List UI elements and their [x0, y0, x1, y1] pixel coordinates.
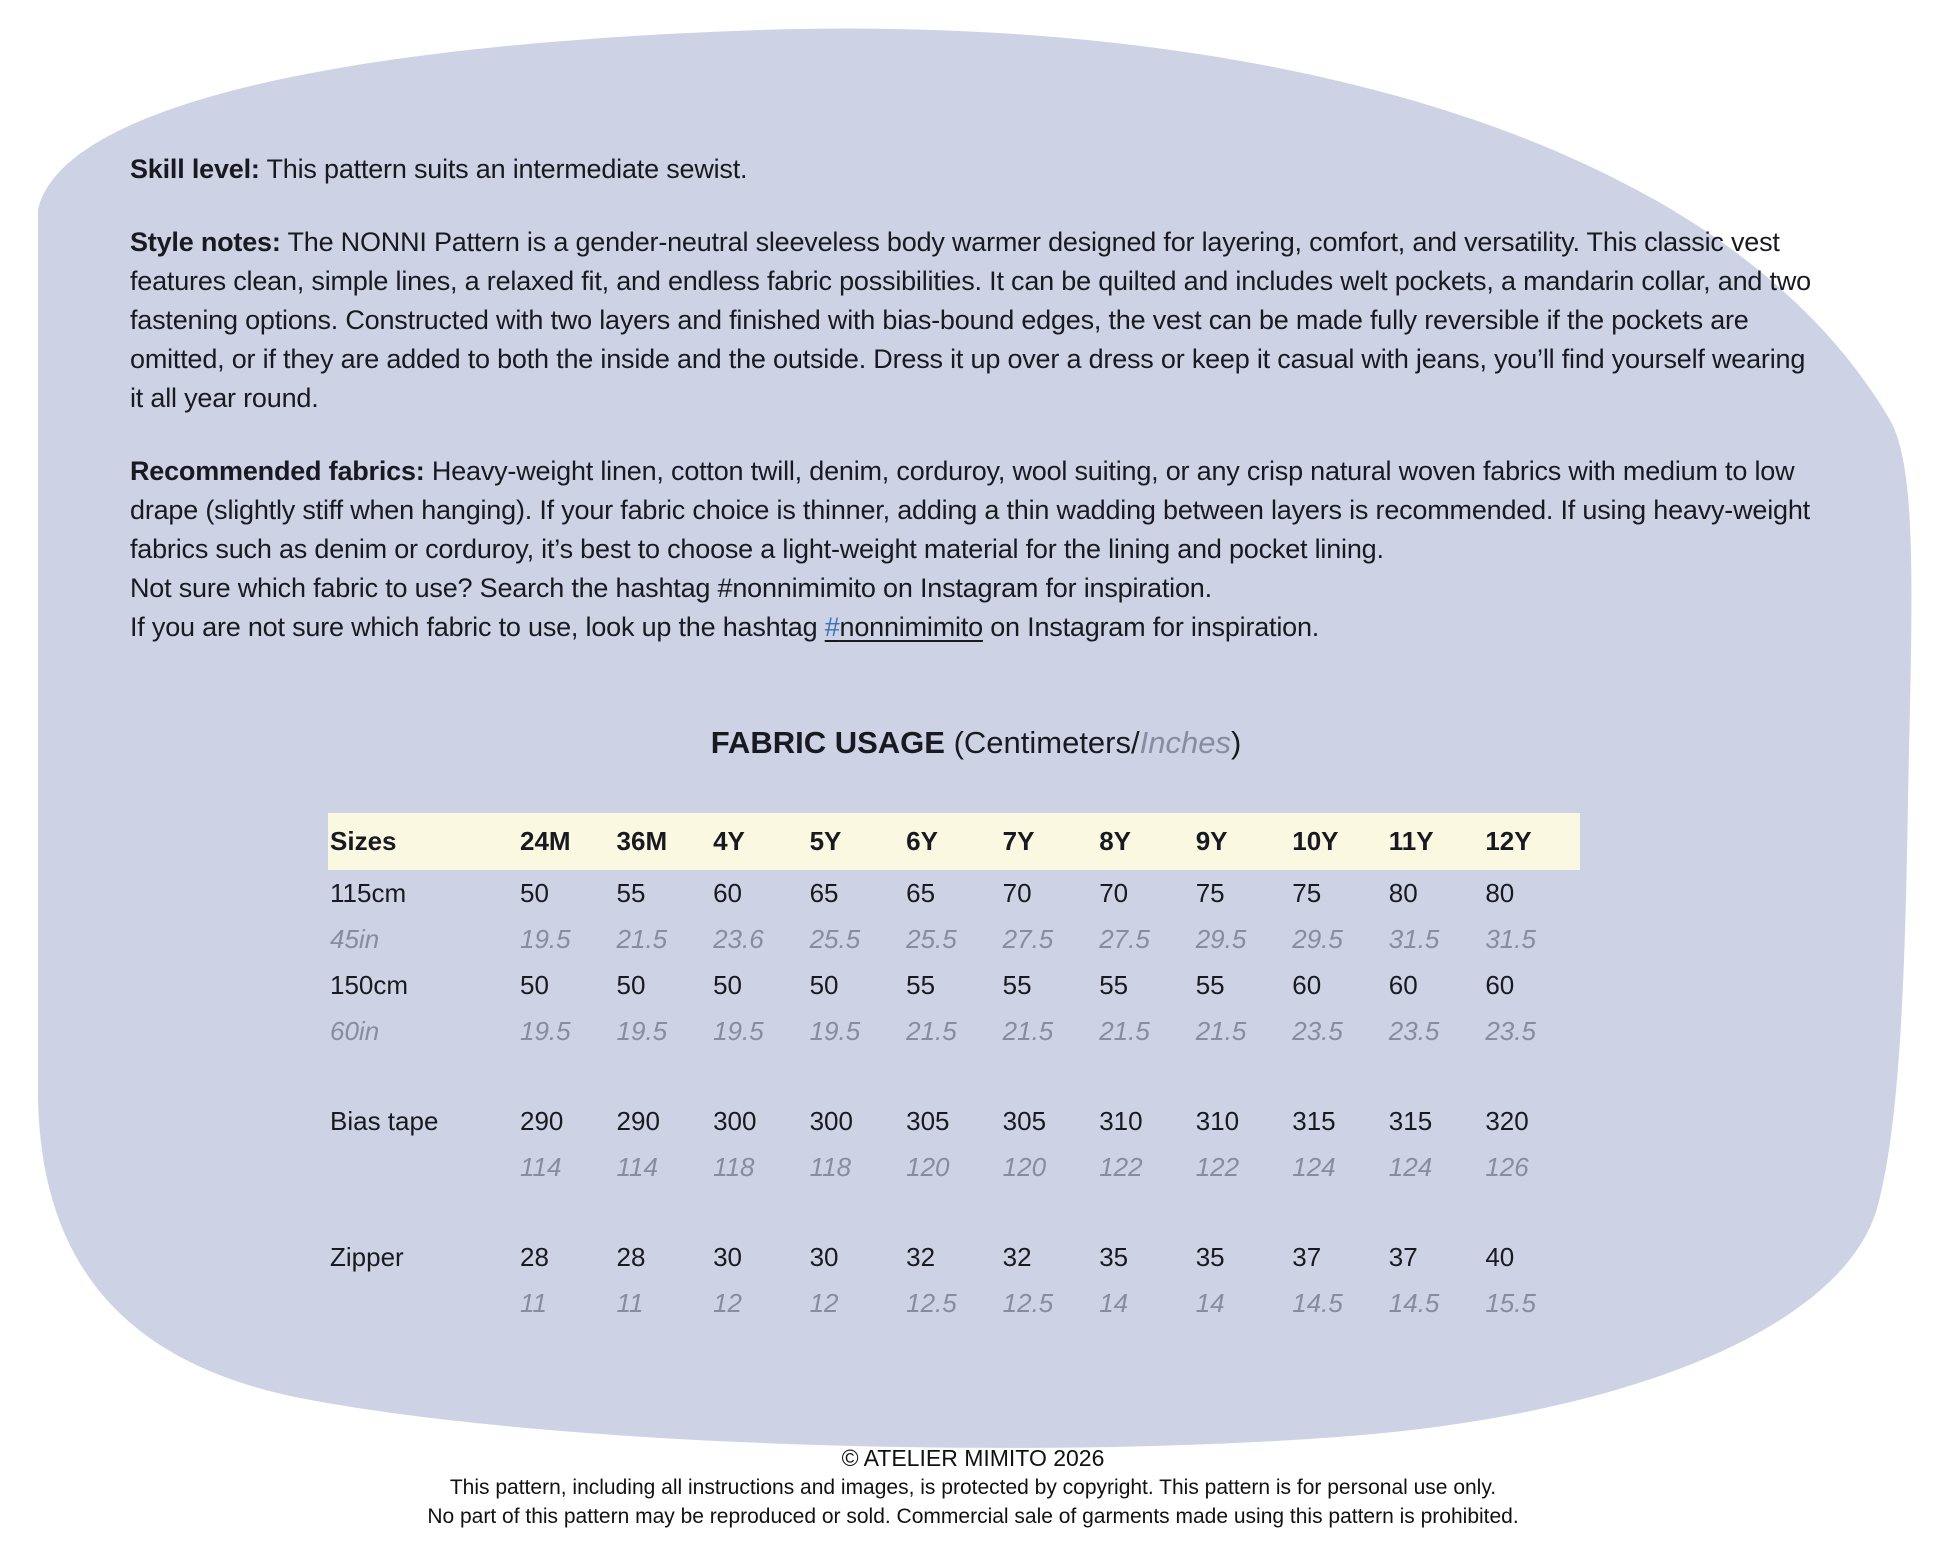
cell-value: 27.5	[1099, 923, 1150, 954]
cell-value: 122	[1099, 1151, 1143, 1182]
table-row	[328, 1008, 1580, 1054]
cell-value: 23.6	[713, 923, 764, 954]
cell-value: 75	[1195, 877, 1225, 908]
cell-value: 12	[809, 1287, 839, 1318]
table-row	[328, 1098, 1580, 1144]
footer-notice-line-2: No part of this pattern may be reproduced or sold. Commercial sale of garments made using this pattern is prohibited.	[427, 1505, 1519, 1528]
cell-value: 21.5	[1099, 1015, 1150, 1046]
footer-notice-line-1: This pattern, including all instructions and images, is protected by copyright. This pattern is for personal use only.	[449, 1476, 1497, 1499]
cell-value: 35	[1195, 1241, 1225, 1272]
table-row	[328, 1280, 1580, 1326]
cell-value: 60	[1292, 969, 1322, 1000]
cell-value: 80	[1485, 877, 1515, 908]
table-row	[328, 916, 1580, 962]
cell-value: 122	[1195, 1151, 1240, 1182]
cell-value: 11	[616, 1287, 644, 1318]
cell-value: 114	[616, 1151, 658, 1182]
cell-value: 32	[906, 1241, 936, 1272]
cell-value: 120	[906, 1151, 950, 1182]
cell-value: 50	[520, 877, 549, 908]
header-cell-size: 4Y	[711, 813, 808, 870]
fabric-link-prefix: If you are not sure which fabric to use, look up the hashtag	[130, 612, 825, 642]
cell-value: 19.5	[713, 1015, 764, 1046]
header-cell-size: 10Y	[1290, 813, 1387, 870]
cell-value: 31.5	[1485, 923, 1536, 954]
hashtag-tag: nonnimimito	[839, 612, 983, 642]
table-spacer-row	[328, 1054, 1580, 1098]
cell-value: 19.5	[520, 923, 571, 954]
fabric-usage-title	[130, 725, 1822, 761]
cell-value: 14	[1195, 1287, 1225, 1318]
cell-value: 60	[713, 877, 742, 908]
cell-value: 12.5	[1002, 1287, 1054, 1318]
style-notes-paragraph	[130, 223, 1822, 418]
cell-value: 25.5	[906, 923, 957, 954]
cell-value: 290	[616, 1105, 660, 1136]
fabric-usage-table	[328, 813, 1580, 1326]
cell-value: 50	[809, 969, 839, 1000]
cell-value: 21.5	[616, 923, 668, 954]
header-cell-size: 36M	[615, 813, 712, 870]
header-cell-sizes: Sizes	[328, 813, 518, 870]
style-notes-text: The NONNI Pattern is a gender-neutral sleeveless body warmer designed for layering, comfort, and versatility. This classic vest features clean, simple lines, a relaxed fit, and endless fabric possibilities. It can be quilted and includes welt pockets, a mandarin collar, and two fastening options. Constructed with two layers and finished with bias-bound edges, the vest can be made fully reversible if the pockets are omitted, or if they are added to both the inside and the outside. Dress it up over a dress or keep it casual with jeans, you’ll find yourself wearing it all year round.	[130, 227, 1811, 413]
cell-value: 19.5	[616, 1015, 668, 1046]
cell-value: 55	[1002, 969, 1032, 1000]
row-label: 60in	[330, 1015, 380, 1046]
cell-value: 315	[1388, 1105, 1433, 1136]
cell-value: 15.5	[1485, 1287, 1536, 1318]
cell-value: 31.5	[1388, 923, 1440, 954]
skill-level-label: Skill level:	[130, 154, 260, 184]
hashtag-symbol: #	[824, 612, 840, 642]
hashtag-link[interactable]	[825, 612, 983, 642]
fabric-usage-title-main: FABRIC USAGE	[710, 725, 945, 760]
cell-value: 55	[616, 877, 646, 908]
cell-value: 11	[520, 1287, 547, 1318]
page-footer	[0, 1443, 1946, 1531]
row-label: Bias tape	[330, 1105, 439, 1136]
header-cell-size: 6Y	[904, 813, 1001, 870]
table-row	[328, 870, 1580, 916]
cell-value: 30	[713, 1241, 742, 1272]
cell-value: 114	[520, 1151, 562, 1182]
cell-value: 124	[1388, 1151, 1433, 1182]
cell-value: 28	[520, 1241, 549, 1272]
recommended-fabrics-label: Recommended fabrics:	[130, 456, 425, 486]
cell-value: 21.5	[1195, 1015, 1247, 1046]
cell-value: 23.5	[1485, 1015, 1536, 1046]
cell-value: 14.5	[1388, 1287, 1440, 1318]
cell-value: 70	[1099, 877, 1129, 908]
cell-value: 50	[713, 969, 742, 1000]
table-row	[328, 1234, 1580, 1280]
header-cell-size: 7Y	[1001, 813, 1098, 870]
cell-value: 55	[1099, 969, 1129, 1000]
cell-value: 305	[906, 1105, 950, 1136]
header-cell-size: 5Y	[808, 813, 905, 870]
cell-value: 124	[1292, 1151, 1336, 1182]
cell-value: 290	[520, 1105, 564, 1136]
cell-value: 305	[1002, 1105, 1047, 1136]
cell-value: 28	[616, 1241, 646, 1272]
recommended-fabrics-paragraph	[130, 452, 1822, 569]
cell-value: 300	[713, 1105, 757, 1136]
row-label: Zipper	[330, 1241, 404, 1272]
cell-value: 19.5	[520, 1015, 571, 1046]
row-label	[328, 1144, 518, 1190]
cell-value: 118	[809, 1151, 852, 1182]
cell-value: 75	[1292, 877, 1322, 908]
page-content	[130, 150, 1822, 1326]
cell-value: 14.5	[1292, 1287, 1343, 1318]
cell-value: 65	[906, 877, 936, 908]
cell-value: 70	[1002, 877, 1032, 908]
cell-value: 50	[616, 969, 646, 1000]
cell-value: 23.5	[1388, 1015, 1440, 1046]
table-row	[328, 1144, 1580, 1190]
skill-level-text: This pattern suits an intermediate sewist.	[259, 154, 748, 184]
cell-value: 35	[1099, 1241, 1129, 1272]
table-header-row	[328, 813, 1580, 870]
row-label: 45in	[330, 923, 380, 954]
header-cell-size: 8Y	[1097, 813, 1194, 870]
cell-value: 30	[809, 1241, 839, 1272]
fabric-link-line	[130, 608, 1822, 647]
row-label: 115cm	[330, 877, 407, 908]
row-label: 150cm	[330, 969, 409, 1000]
cell-value: 23.5	[1292, 1015, 1343, 1046]
cell-value: 25.5	[809, 923, 861, 954]
cell-value: 40	[1485, 1241, 1515, 1272]
cell-value: 60	[1485, 969, 1515, 1000]
copyright-line: © ATELIER MIMITO 2026	[841, 1445, 1105, 1471]
cell-value: 12	[713, 1287, 742, 1318]
cell-value: 14	[1099, 1287, 1129, 1318]
table-spacer-row	[328, 1190, 1580, 1234]
cell-value: 37	[1388, 1241, 1418, 1272]
fabric-usage-units-open: (Centimeters/	[944, 725, 1140, 760]
fabric-tip-line: Not sure which fabric to use? Search the hashtag #nonnimimito on Instagram for inspiration.	[130, 573, 1212, 603]
cell-value: 12.5	[906, 1287, 957, 1318]
cell-value: 55	[1195, 969, 1225, 1000]
cell-value: 126	[1485, 1151, 1529, 1182]
header-cell-size: 12Y	[1483, 813, 1580, 870]
cell-value: 118	[713, 1151, 755, 1182]
row-label	[328, 1280, 518, 1326]
cell-value: 310	[1099, 1105, 1143, 1136]
cell-value: 32	[1002, 1241, 1032, 1272]
cell-value: 60	[1388, 969, 1418, 1000]
cell-value: 27.5	[1002, 923, 1054, 954]
cell-value: 29.5	[1195, 923, 1247, 954]
style-notes-label: Style notes:	[130, 227, 281, 257]
table-header	[328, 813, 1580, 870]
row-label	[328, 1054, 1580, 1098]
fabric-usage-units-close: )	[1230, 725, 1242, 760]
cell-value: 300	[809, 1105, 853, 1136]
header-cell-size: 9Y	[1194, 813, 1291, 870]
cell-value: 21.5	[1002, 1015, 1054, 1046]
cell-value: 21.5	[906, 1015, 957, 1046]
cell-value: 29.5	[1292, 923, 1343, 954]
header-cell-size: 11Y	[1387, 813, 1484, 870]
cell-value: 19.5	[809, 1015, 861, 1046]
cell-value: 120	[1002, 1151, 1047, 1182]
table-row	[328, 962, 1580, 1008]
header-cell-size: 24M	[518, 813, 615, 870]
cell-value: 37	[1292, 1241, 1322, 1272]
cell-value: 315	[1292, 1105, 1336, 1136]
cell-value: 50	[520, 969, 549, 1000]
cell-value: 55	[906, 969, 936, 1000]
cell-value: 310	[1195, 1105, 1240, 1136]
row-label	[328, 1190, 1580, 1234]
fabric-link-suffix: on Instagram for inspiration.	[982, 612, 1320, 642]
skill-level-paragraph	[130, 150, 1822, 189]
recommended-fabrics-text: Heavy-weight linen, cotton twill, denim, corduroy, wool suiting, or any crisp natural woven fabrics with medium to low drape (slightly stiff when hanging). If your fabric choice is thinner, adding a thin wadding between layers is recommended. If using heavy-weight fabrics such as denim or corduroy, it’s best to choose a light-weight material for the lining and pocket lining.	[130, 456, 1810, 564]
fabric-usage-units-inches: Inches	[1139, 725, 1231, 760]
cell-value: 320	[1485, 1105, 1529, 1136]
cell-value: 80	[1388, 877, 1418, 908]
fabric-table-body	[328, 870, 1580, 1326]
cell-value: 65	[809, 877, 839, 908]
